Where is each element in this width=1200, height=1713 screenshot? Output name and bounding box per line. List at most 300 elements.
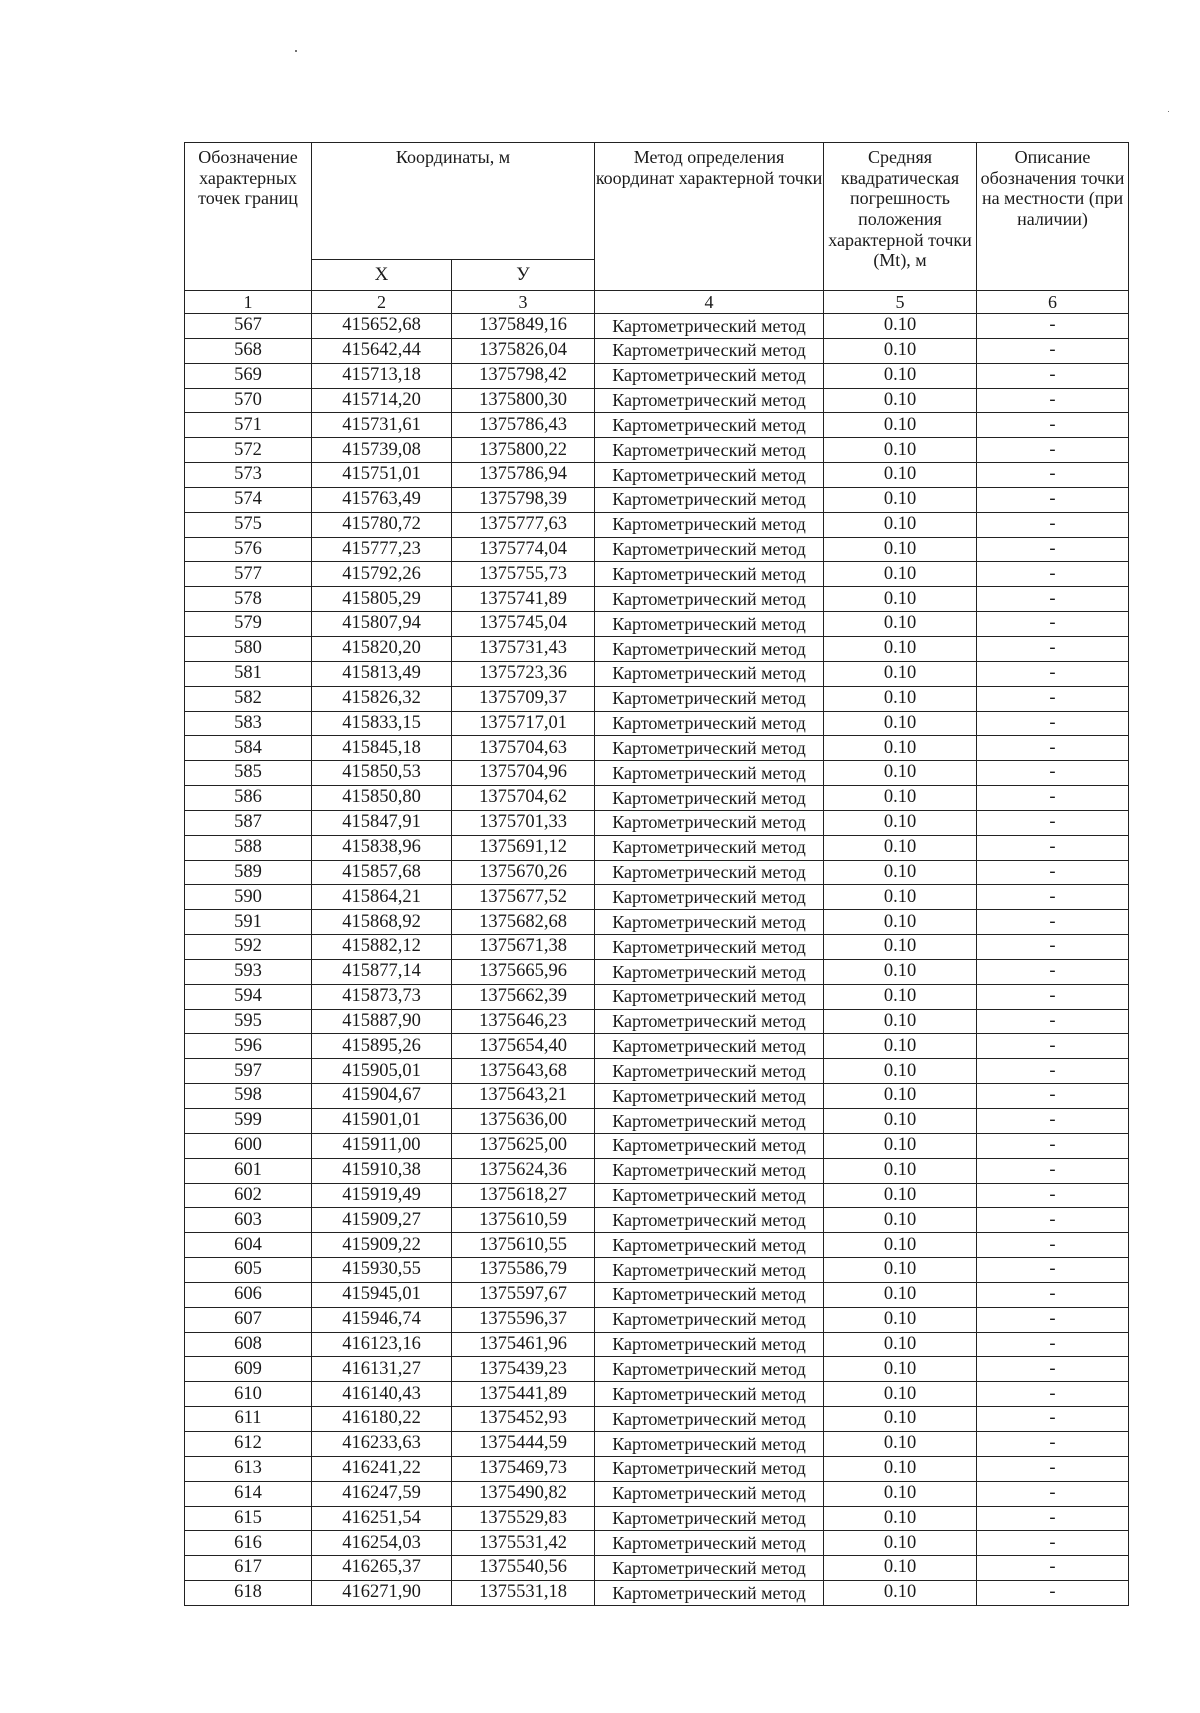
description-cell: - (977, 761, 1129, 786)
description-cell: - (977, 959, 1129, 984)
table-row (185, 612, 1129, 637)
error-cell: 0.10 (824, 487, 977, 512)
table-row (185, 959, 1129, 984)
method-cell: Картометрический метод (595, 1282, 824, 1307)
x-coordinate-cell: 416233,63 (312, 1431, 452, 1456)
method-cell: Картометрический метод (595, 587, 824, 612)
column-number: 3 (452, 291, 595, 314)
method-cell: Картометрический метод (595, 835, 824, 860)
table-row (185, 1431, 1129, 1456)
method-cell: Картометрический метод (595, 1431, 824, 1456)
description-cell: - (977, 1456, 1129, 1481)
table-row (185, 686, 1129, 711)
x-coordinate-cell: 415904,67 (312, 1084, 452, 1109)
y-coordinate-cell: 1375665,96 (452, 959, 595, 984)
description-cell: - (977, 1009, 1129, 1034)
x-coordinate-cell: 415820,20 (312, 636, 452, 661)
method-cell: Картометрический метод (595, 935, 824, 960)
x-coordinate-cell: 415642,44 (312, 338, 452, 363)
method-cell: Картометрический метод (595, 1357, 824, 1382)
x-coordinate-cell: 416123,16 (312, 1332, 452, 1357)
description-cell: - (977, 338, 1129, 363)
x-coordinate-cell: 415945,01 (312, 1282, 452, 1307)
error-cell: 0.10 (824, 1556, 977, 1581)
method-cell: Картометрический метод (595, 860, 824, 885)
point-id-cell: 609 (185, 1357, 312, 1382)
point-id-cell: 613 (185, 1456, 312, 1481)
point-id-cell: 599 (185, 1109, 312, 1134)
error-cell: 0.10 (824, 761, 977, 786)
y-coordinate-cell: 1375662,39 (452, 984, 595, 1009)
method-cell: Картометрический метод (595, 1208, 824, 1233)
point-id-cell: 591 (185, 910, 312, 935)
table-row (185, 1407, 1129, 1432)
y-coordinate-cell: 1375540,56 (452, 1556, 595, 1581)
header-description: Описание обозначения точки на местности (при наличии) (977, 143, 1129, 291)
table-row (185, 1084, 1129, 1109)
point-id-cell: 569 (185, 363, 312, 388)
error-cell: 0.10 (824, 885, 977, 910)
description-cell: - (977, 1407, 1129, 1432)
method-cell: Картометрический метод (595, 1407, 824, 1432)
error-cell: 0.10 (824, 1431, 977, 1456)
method-cell: Картометрический метод (595, 612, 824, 637)
y-coordinate-cell: 1375596,37 (452, 1307, 595, 1332)
table-row (185, 1009, 1129, 1034)
table-row (185, 338, 1129, 363)
description-cell: - (977, 910, 1129, 935)
error-cell: 0.10 (824, 736, 977, 761)
method-cell: Картометрический метод (595, 786, 824, 811)
x-coordinate-cell: 416254,03 (312, 1531, 452, 1556)
error-cell: 0.10 (824, 1059, 977, 1084)
method-cell: Картометрический метод (595, 1158, 824, 1183)
table-row (185, 1034, 1129, 1059)
table-row (185, 1531, 1129, 1556)
error-cell: 0.10 (824, 562, 977, 587)
y-coordinate-cell: 1375798,39 (452, 487, 595, 512)
method-cell: Картометрический метод (595, 1258, 824, 1283)
error-cell: 0.10 (824, 1084, 977, 1109)
x-coordinate-cell: 415652,68 (312, 314, 452, 339)
table-row (185, 1258, 1129, 1283)
y-coordinate-cell: 1375597,67 (452, 1282, 595, 1307)
table-row (185, 910, 1129, 935)
error-cell: 0.10 (824, 1133, 977, 1158)
y-coordinate-cell: 1375469,73 (452, 1456, 595, 1481)
error-cell: 0.10 (824, 1481, 977, 1506)
error-cell: 0.10 (824, 314, 977, 339)
table-row (185, 487, 1129, 512)
description-cell: - (977, 1282, 1129, 1307)
point-id-cell: 608 (185, 1332, 312, 1357)
point-id-cell: 607 (185, 1307, 312, 1332)
table-row (185, 1481, 1129, 1506)
error-cell: 0.10 (824, 1332, 977, 1357)
error-cell: 0.10 (824, 1531, 977, 1556)
x-coordinate-cell: 415909,27 (312, 1208, 452, 1233)
error-cell: 0.10 (824, 363, 977, 388)
method-cell: Картометрический метод (595, 1084, 824, 1109)
table-row (185, 537, 1129, 562)
description-cell: - (977, 1059, 1129, 1084)
table-row (185, 736, 1129, 761)
y-coordinate-cell: 1375786,43 (452, 413, 595, 438)
method-cell: Картометрический метод (595, 810, 824, 835)
x-coordinate-cell: 415780,72 (312, 512, 452, 537)
description-cell: - (977, 786, 1129, 811)
coordinates-table (184, 142, 1129, 1606)
description-cell: - (977, 661, 1129, 686)
table-row (185, 1109, 1129, 1134)
table-row (185, 761, 1129, 786)
method-cell: Картометрический метод (595, 736, 824, 761)
point-id-cell: 568 (185, 338, 312, 363)
header-y: У (452, 260, 595, 291)
x-coordinate-cell: 415833,15 (312, 711, 452, 736)
column-number: 6 (977, 291, 1129, 314)
point-id-cell: 586 (185, 786, 312, 811)
header-method: Метод определения координат характерной точки (595, 143, 824, 291)
method-cell: Картометрический метод (595, 910, 824, 935)
y-coordinate-cell: 1375701,33 (452, 810, 595, 835)
description-cell: - (977, 1531, 1129, 1556)
method-cell: Картометрический метод (595, 1332, 824, 1357)
x-coordinate-cell: 415807,94 (312, 612, 452, 637)
method-cell: Картометрический метод (595, 438, 824, 463)
point-id-cell: 577 (185, 562, 312, 587)
method-cell: Картометрический метод (595, 1481, 824, 1506)
y-coordinate-cell: 1375636,00 (452, 1109, 595, 1134)
point-id-cell: 571 (185, 413, 312, 438)
point-id-cell: 602 (185, 1183, 312, 1208)
point-id-cell: 614 (185, 1481, 312, 1506)
description-cell: - (977, 1357, 1129, 1382)
x-coordinate-cell: 415731,61 (312, 413, 452, 438)
x-coordinate-cell: 415909,22 (312, 1233, 452, 1258)
table-row (185, 1208, 1129, 1233)
x-coordinate-cell: 415901,01 (312, 1109, 452, 1134)
method-cell: Картометрический метод (595, 1059, 824, 1084)
x-coordinate-cell: 415714,20 (312, 388, 452, 413)
x-coordinate-cell: 415847,91 (312, 810, 452, 835)
description-cell: - (977, 1506, 1129, 1531)
table-row (185, 1506, 1129, 1531)
y-coordinate-cell: 1375798,42 (452, 363, 595, 388)
description-cell: - (977, 984, 1129, 1009)
method-cell: Картометрический метод (595, 363, 824, 388)
column-number: 2 (312, 291, 452, 314)
y-coordinate-cell: 1375691,12 (452, 835, 595, 860)
y-coordinate-cell: 1375717,01 (452, 711, 595, 736)
y-coordinate-cell: 1375755,73 (452, 562, 595, 587)
point-id-cell: 592 (185, 935, 312, 960)
y-coordinate-cell: 1375529,83 (452, 1506, 595, 1531)
error-cell: 0.10 (824, 959, 977, 984)
point-id-cell: 585 (185, 761, 312, 786)
method-cell: Картометрический метод (595, 1183, 824, 1208)
point-id-cell: 590 (185, 885, 312, 910)
point-id-cell: 604 (185, 1233, 312, 1258)
point-id-cell: 606 (185, 1282, 312, 1307)
description-cell: - (977, 636, 1129, 661)
y-coordinate-cell: 1375682,68 (452, 910, 595, 935)
error-cell: 0.10 (824, 1258, 977, 1283)
y-coordinate-cell: 1375441,89 (452, 1382, 595, 1407)
method-cell: Картометрический метод (595, 1581, 824, 1606)
table-row (185, 1556, 1129, 1581)
y-coordinate-cell: 1375531,42 (452, 1531, 595, 1556)
x-coordinate-cell: 415777,23 (312, 537, 452, 562)
error-cell: 0.10 (824, 1407, 977, 1432)
table-row (185, 636, 1129, 661)
x-coordinate-cell: 415739,08 (312, 438, 452, 463)
error-cell: 0.10 (824, 910, 977, 935)
x-coordinate-cell: 416247,59 (312, 1481, 452, 1506)
scan-speck (295, 50, 297, 52)
x-coordinate-cell: 415850,53 (312, 761, 452, 786)
description-cell: - (977, 413, 1129, 438)
point-id-cell: 605 (185, 1258, 312, 1283)
x-coordinate-cell: 415864,21 (312, 885, 452, 910)
point-id-cell: 582 (185, 686, 312, 711)
header-x: Х (312, 260, 452, 291)
point-id-cell: 600 (185, 1133, 312, 1158)
point-id-cell: 601 (185, 1158, 312, 1183)
point-id-cell: 615 (185, 1506, 312, 1531)
y-coordinate-cell: 1375586,79 (452, 1258, 595, 1283)
method-cell: Картометрический метод (595, 686, 824, 711)
point-id-cell: 578 (185, 587, 312, 612)
description-cell: - (977, 1233, 1129, 1258)
x-coordinate-cell: 415873,73 (312, 984, 452, 1009)
description-cell: - (977, 1258, 1129, 1283)
x-coordinate-cell: 415850,80 (312, 786, 452, 811)
description-cell: - (977, 1382, 1129, 1407)
x-coordinate-cell: 415895,26 (312, 1034, 452, 1059)
error-cell: 0.10 (824, 463, 977, 488)
point-id-cell: 617 (185, 1556, 312, 1581)
description-cell: - (977, 537, 1129, 562)
x-coordinate-cell: 415910,38 (312, 1158, 452, 1183)
point-id-cell: 584 (185, 736, 312, 761)
method-cell: Картометрический метод (595, 1456, 824, 1481)
error-cell: 0.10 (824, 786, 977, 811)
x-coordinate-cell: 416140,43 (312, 1382, 452, 1407)
x-coordinate-cell: 415826,32 (312, 686, 452, 711)
point-id-cell: 576 (185, 537, 312, 562)
table-row (185, 314, 1129, 339)
x-coordinate-cell: 415887,90 (312, 1009, 452, 1034)
description-cell: - (977, 736, 1129, 761)
error-cell: 0.10 (824, 1109, 977, 1134)
description-cell: - (977, 1133, 1129, 1158)
table-row (185, 1059, 1129, 1084)
point-id-cell: 588 (185, 835, 312, 860)
method-cell: Картометрический метод (595, 512, 824, 537)
y-coordinate-cell: 1375709,37 (452, 686, 595, 711)
table-row (185, 512, 1129, 537)
y-coordinate-cell: 1375646,23 (452, 1009, 595, 1034)
method-cell: Картометрический метод (595, 413, 824, 438)
x-coordinate-cell: 415813,49 (312, 661, 452, 686)
y-coordinate-cell: 1375643,21 (452, 1084, 595, 1109)
error-cell: 0.10 (824, 413, 977, 438)
description-cell: - (977, 1481, 1129, 1506)
error-cell: 0.10 (824, 1382, 977, 1407)
table-row (185, 1133, 1129, 1158)
y-coordinate-cell: 1375704,62 (452, 786, 595, 811)
table-row (185, 786, 1129, 811)
point-id-cell: 579 (185, 612, 312, 637)
method-cell: Картометрический метод (595, 959, 824, 984)
x-coordinate-cell: 415905,01 (312, 1059, 452, 1084)
y-coordinate-cell: 1375618,27 (452, 1183, 595, 1208)
y-coordinate-cell: 1375800,22 (452, 438, 595, 463)
description-cell: - (977, 810, 1129, 835)
method-cell: Картометрический метод (595, 984, 824, 1009)
method-cell: Картометрический метод (595, 537, 824, 562)
point-id-cell: 616 (185, 1531, 312, 1556)
description-cell: - (977, 711, 1129, 736)
table-row (185, 413, 1129, 438)
y-coordinate-cell: 1375745,04 (452, 612, 595, 637)
table-row (185, 1282, 1129, 1307)
error-cell: 0.10 (824, 587, 977, 612)
description-cell: - (977, 1208, 1129, 1233)
table-row (185, 1332, 1129, 1357)
error-cell: 0.10 (824, 1307, 977, 1332)
method-cell: Картометрический метод (595, 1556, 824, 1581)
method-cell: Картометрический метод (595, 1109, 824, 1134)
column-number: 5 (824, 291, 977, 314)
x-coordinate-cell: 415792,26 (312, 562, 452, 587)
error-cell: 0.10 (824, 686, 977, 711)
table-row (185, 984, 1129, 1009)
error-cell: 0.10 (824, 661, 977, 686)
error-cell: 0.10 (824, 1009, 977, 1034)
header-error: Средняя квадратическая погрешность положения характерной точки (Mt), м (824, 143, 977, 291)
description-cell: - (977, 1109, 1129, 1134)
point-id-cell: 575 (185, 512, 312, 537)
description-cell: - (977, 314, 1129, 339)
description-cell: - (977, 1581, 1129, 1606)
table-row (185, 661, 1129, 686)
table-row (185, 1382, 1129, 1407)
y-coordinate-cell: 1375774,04 (452, 537, 595, 562)
method-cell: Картометрический метод (595, 338, 824, 363)
description-cell: - (977, 587, 1129, 612)
x-coordinate-cell: 415868,92 (312, 910, 452, 935)
x-coordinate-cell: 415713,18 (312, 363, 452, 388)
y-coordinate-cell: 1375670,26 (452, 860, 595, 885)
description-cell: - (977, 612, 1129, 637)
point-id-cell: 612 (185, 1431, 312, 1456)
point-id-cell: 595 (185, 1009, 312, 1034)
method-cell: Картометрический метод (595, 885, 824, 910)
x-coordinate-cell: 415946,74 (312, 1307, 452, 1332)
error-cell: 0.10 (824, 1456, 977, 1481)
x-coordinate-cell: 415930,55 (312, 1258, 452, 1283)
error-cell: 0.10 (824, 1034, 977, 1059)
description-cell: - (977, 1183, 1129, 1208)
x-coordinate-cell: 415877,14 (312, 959, 452, 984)
point-id-cell: 574 (185, 487, 312, 512)
description-cell: - (977, 686, 1129, 711)
description-cell: - (977, 487, 1129, 512)
point-id-cell: 598 (185, 1084, 312, 1109)
description-cell: - (977, 562, 1129, 587)
y-coordinate-cell: 1375741,89 (452, 587, 595, 612)
x-coordinate-cell: 415857,68 (312, 860, 452, 885)
table-row (185, 562, 1129, 587)
description-cell: - (977, 1084, 1129, 1109)
y-coordinate-cell: 1375625,00 (452, 1133, 595, 1158)
point-id-cell: 572 (185, 438, 312, 463)
error-cell: 0.10 (824, 1357, 977, 1382)
y-coordinate-cell: 1375826,04 (452, 338, 595, 363)
error-cell: 0.10 (824, 537, 977, 562)
method-cell: Картометрический метод (595, 1531, 824, 1556)
y-coordinate-cell: 1375610,59 (452, 1208, 595, 1233)
y-coordinate-cell: 1375624,36 (452, 1158, 595, 1183)
x-coordinate-cell: 415882,12 (312, 935, 452, 960)
method-cell: Картометрический метод (595, 1506, 824, 1531)
method-cell: Картометрический метод (595, 487, 824, 512)
point-id-cell: 596 (185, 1034, 312, 1059)
column-number: 1 (185, 291, 312, 314)
description-cell: - (977, 363, 1129, 388)
scan-speck (1168, 111, 1169, 112)
point-id-cell: 583 (185, 711, 312, 736)
description-cell: - (977, 935, 1129, 960)
point-id-cell: 610 (185, 1382, 312, 1407)
error-cell: 0.10 (824, 1158, 977, 1183)
table-row (185, 810, 1129, 835)
y-coordinate-cell: 1375531,18 (452, 1581, 595, 1606)
table-row (185, 1307, 1129, 1332)
description-cell: - (977, 885, 1129, 910)
error-cell: 0.10 (824, 338, 977, 363)
x-coordinate-cell: 416251,54 (312, 1506, 452, 1531)
method-cell: Картометрический метод (595, 1233, 824, 1258)
x-coordinate-cell: 416265,37 (312, 1556, 452, 1581)
table-row (185, 388, 1129, 413)
description-cell: - (977, 1307, 1129, 1332)
y-coordinate-cell: 1375444,59 (452, 1431, 595, 1456)
error-cell: 0.10 (824, 636, 977, 661)
point-id-cell: 589 (185, 860, 312, 885)
table-row (185, 1581, 1129, 1606)
description-cell: - (977, 512, 1129, 537)
point-id-cell: 567 (185, 314, 312, 339)
header-point: Обозначение характерных точек границ (185, 143, 312, 291)
method-cell: Картометрический метод (595, 1382, 824, 1407)
method-cell: Картометрический метод (595, 463, 824, 488)
method-cell: Картометрический метод (595, 1009, 824, 1034)
point-id-cell: 603 (185, 1208, 312, 1233)
table-row (185, 1357, 1129, 1382)
error-cell: 0.10 (824, 860, 977, 885)
error-cell: 0.10 (824, 1506, 977, 1531)
header-coordinates: Координаты, м (312, 143, 595, 260)
y-coordinate-cell: 1375777,63 (452, 512, 595, 537)
y-coordinate-cell: 1375461,96 (452, 1332, 595, 1357)
point-id-cell: 594 (185, 984, 312, 1009)
error-cell: 0.10 (824, 1208, 977, 1233)
x-coordinate-cell: 416241,22 (312, 1456, 452, 1481)
method-cell: Картометрический метод (595, 1034, 824, 1059)
